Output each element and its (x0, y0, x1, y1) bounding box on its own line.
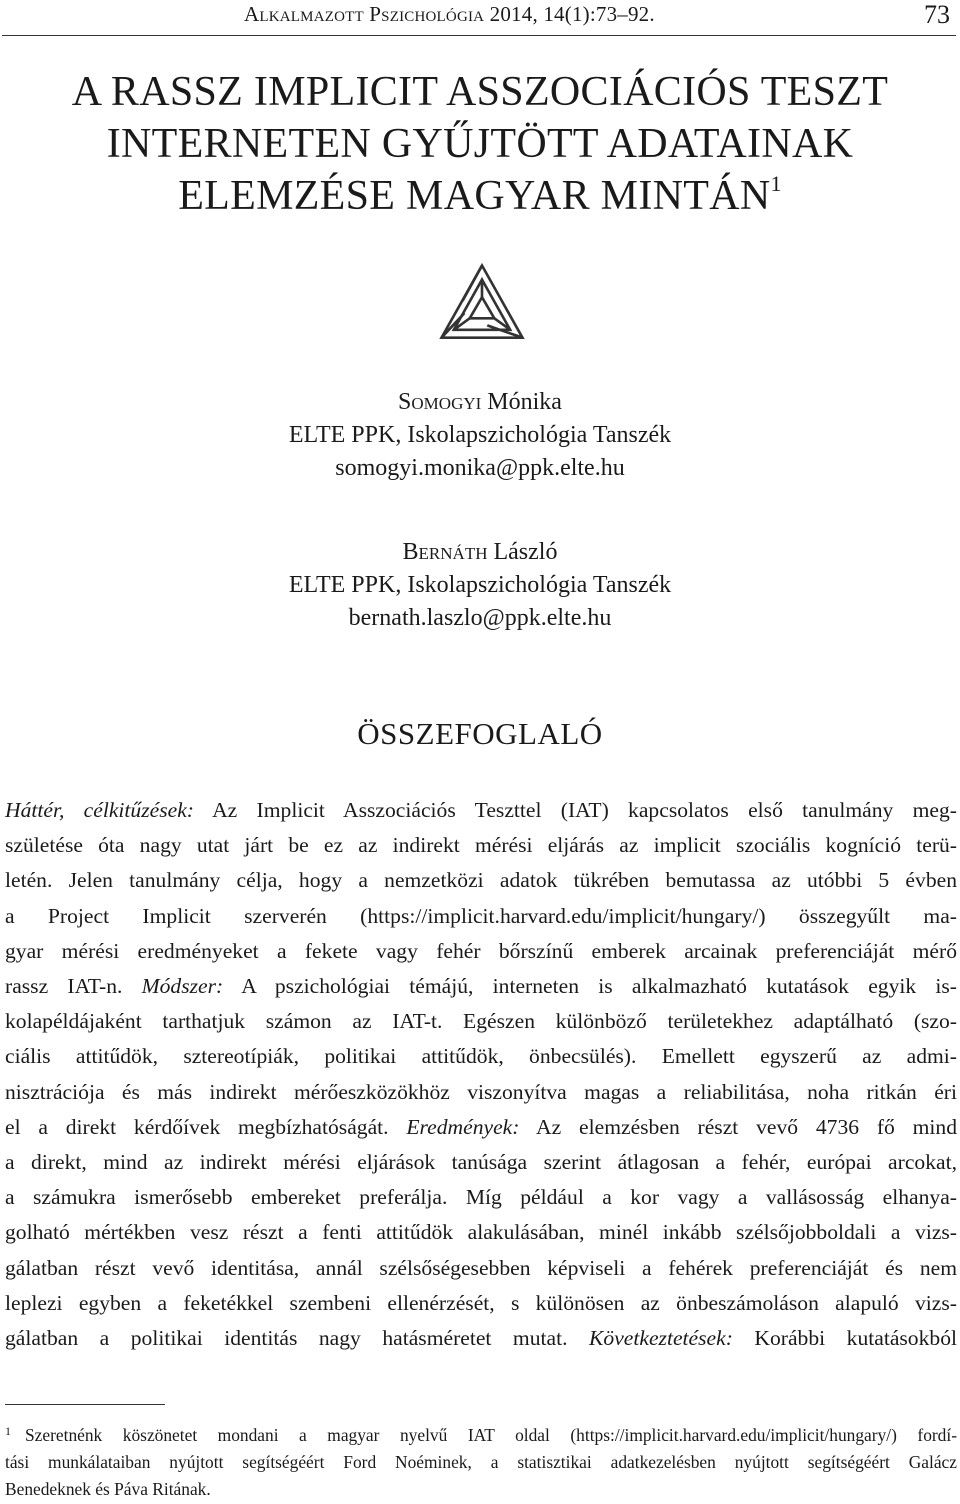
journal-name: Alkalmazott Pszichológia (244, 2, 485, 26)
abstract-text: Korábbi kutatásokból (732, 1326, 957, 1351)
abstract-text: A pszichológiai témájú, interneten is alkalmazható kutatások egyik is- (223, 974, 957, 999)
abstract-text: gálatban a politikai identitás nagy hatásméretet mutat. (5, 1326, 590, 1351)
abstract-text: gyar mérési eredményeket a fekete vagy fehér bőrszínű emberek arcainak preferenciáját mérő (5, 938, 957, 963)
abstract-line (5, 1039, 957, 1074)
author-block-2 (0, 536, 960, 635)
author-given-name: László (487, 539, 558, 565)
abstract-text: letén. Jelen tanulmány célja, hogy a nemzetközi adatok tükrében bemutassa az utóbbi 5 évben (5, 868, 957, 893)
abstract-section-label: Eredmények: (406, 1114, 520, 1139)
abstract-text: születése óta nagy utat járt be ez az indirekt mérési eljárás az implicit szociális kogníció terü- (5, 833, 957, 858)
abstract-line (5, 1215, 957, 1250)
abstract-text: Az elemzésben részt vevő 4736 fő mind (519, 1114, 958, 1139)
title-line-3-text: ELEMZÉSE MAGYAR MINTÁN (178, 173, 771, 219)
journal-logo-icon (438, 262, 526, 350)
journal-citation (244, 2, 655, 27)
footnote-line (5, 1449, 957, 1476)
abstract-line (5, 1110, 957, 1145)
page-number: 73 (924, 0, 950, 29)
footnote-number: 1 (5, 1424, 11, 1438)
abstract-line (5, 1321, 957, 1356)
abstract-text: a számukra ismerősebb embereket preferálja. Míg például a kor vagy a vallásosság elhanya- (5, 1185, 957, 1210)
author-surname: Somogyi (398, 389, 482, 415)
title-footnote-mark: 1 (770, 171, 782, 196)
author-affiliation: ELTE PPK, Iskolapszichológia Tanszék (288, 422, 672, 448)
abstract-text: el a direkt kérdőívek megbízhatóságát. (5, 1114, 407, 1139)
abstract-line (5, 969, 957, 1004)
abstract-text: nisztrációja és más indirekt mérőeszközökhöz viszonyítva magas a reliabilitása, noha ritkán éri (5, 1079, 957, 1104)
title-line-3 (0, 170, 960, 222)
abstract-text: gálatban részt vevő identitása, annál szélsőségesebben képviseli a fehérek preferenciáját és nem (5, 1255, 957, 1280)
abstract-line (5, 899, 957, 934)
abstract-line (5, 863, 957, 898)
author-email[interactable]: somogyi.monika@ppk.elte.hu (335, 455, 625, 481)
abstract-text: ciális attitűdök, sztereotípiák, politikai attitűdök, önbecsülés). Emellett egyszerű az admi- (5, 1044, 957, 1069)
abstract-line (5, 934, 957, 969)
author-list (0, 386, 960, 686)
abstract-line (5, 1004, 957, 1039)
author-affiliation: ELTE PPK, Iskolapszichológia Tanszék (288, 572, 672, 598)
abstract-text: a direkt, mind az indirekt mérési eljárások tanúsága szerint átlagosan a fehér, európai arcokat, (5, 1150, 957, 1175)
footnote-line (5, 1476, 957, 1503)
abstract-text: a Project Implicit szerverén (https://implicit.harvard.edu/implicit/hungary/) összegyűlt ma- (5, 903, 957, 928)
abstract-line (5, 1075, 957, 1110)
author-email[interactable]: bernath.laszlo@ppk.elte.hu (348, 605, 612, 631)
abstract-section-label: Módszer: (141, 974, 224, 999)
author-name (0, 386, 960, 419)
author-given-name: Mónika (481, 389, 562, 415)
author-block-1 (0, 386, 960, 485)
abstract-body (5, 793, 957, 1356)
abstract-text: rassz IAT-n. (5, 974, 142, 999)
abstract-heading: ÖSSZEFOGLALÓ (357, 716, 603, 751)
abstract-text: golható mértékben vesz részt a fenti attitűdök alakulásában, minél inkább szélsőjobboldali a vizs- (5, 1220, 957, 1245)
footnote-text: Benedeknek és Páva Ritának. (5, 1479, 211, 1499)
footnote-line (5, 1418, 957, 1449)
abstract-section-label: Következtetések: (589, 1326, 733, 1351)
footnote-rule (5, 1404, 165, 1405)
article-title (0, 66, 960, 222)
abstract-line (5, 793, 957, 828)
abstract-text: leplezi egyben a feketékkel szembeni ellenérzését, s különösen az önbeszámoláson alapuló vizs- (5, 1290, 957, 1315)
abstract-line (5, 1180, 957, 1215)
header-rule (2, 35, 956, 36)
footnote (5, 1418, 957, 1503)
abstract-line (5, 1251, 957, 1286)
journal-volume: 2014, 14(1):73–92. (484, 2, 655, 26)
running-header (0, 0, 960, 42)
abstract-text: Az Implicit Asszociációs Teszttel (IAT) kapcsolatos első tanulmány meg- (193, 798, 957, 822)
footnote-text: Szeretnénk köszönetet mondani a magyar nyelvű IAT oldal (https://implicit.harvard.edu/implicit/hungary/) fordí- (25, 1425, 957, 1445)
abstract-line (5, 1286, 957, 1321)
footnote-text: tási munkálataiban nyújtott segítségéért Ford Noéminek, a statisztikai adatkezelésben nyújtott segítségéért Galácz (5, 1452, 957, 1472)
abstract-text: kolapéldájaként tarthatjuk számon az IAT-t. Egészen különböző területekhez adaptálható (szo- (5, 1009, 957, 1034)
title-line-1: A RASSZ IMPLICIT ASSZOCIÁCIÓS TESZT (71, 69, 889, 115)
abstract-line (5, 828, 957, 863)
author-name (0, 536, 960, 569)
author-surname: Bernáth (402, 539, 488, 565)
title-line-2: INTERNETEN GYŰJTÖTT ADATAINAK (106, 121, 854, 167)
abstract-line (5, 1145, 957, 1180)
abstract-section-label: Háttér, célkitűzések: (5, 798, 194, 822)
